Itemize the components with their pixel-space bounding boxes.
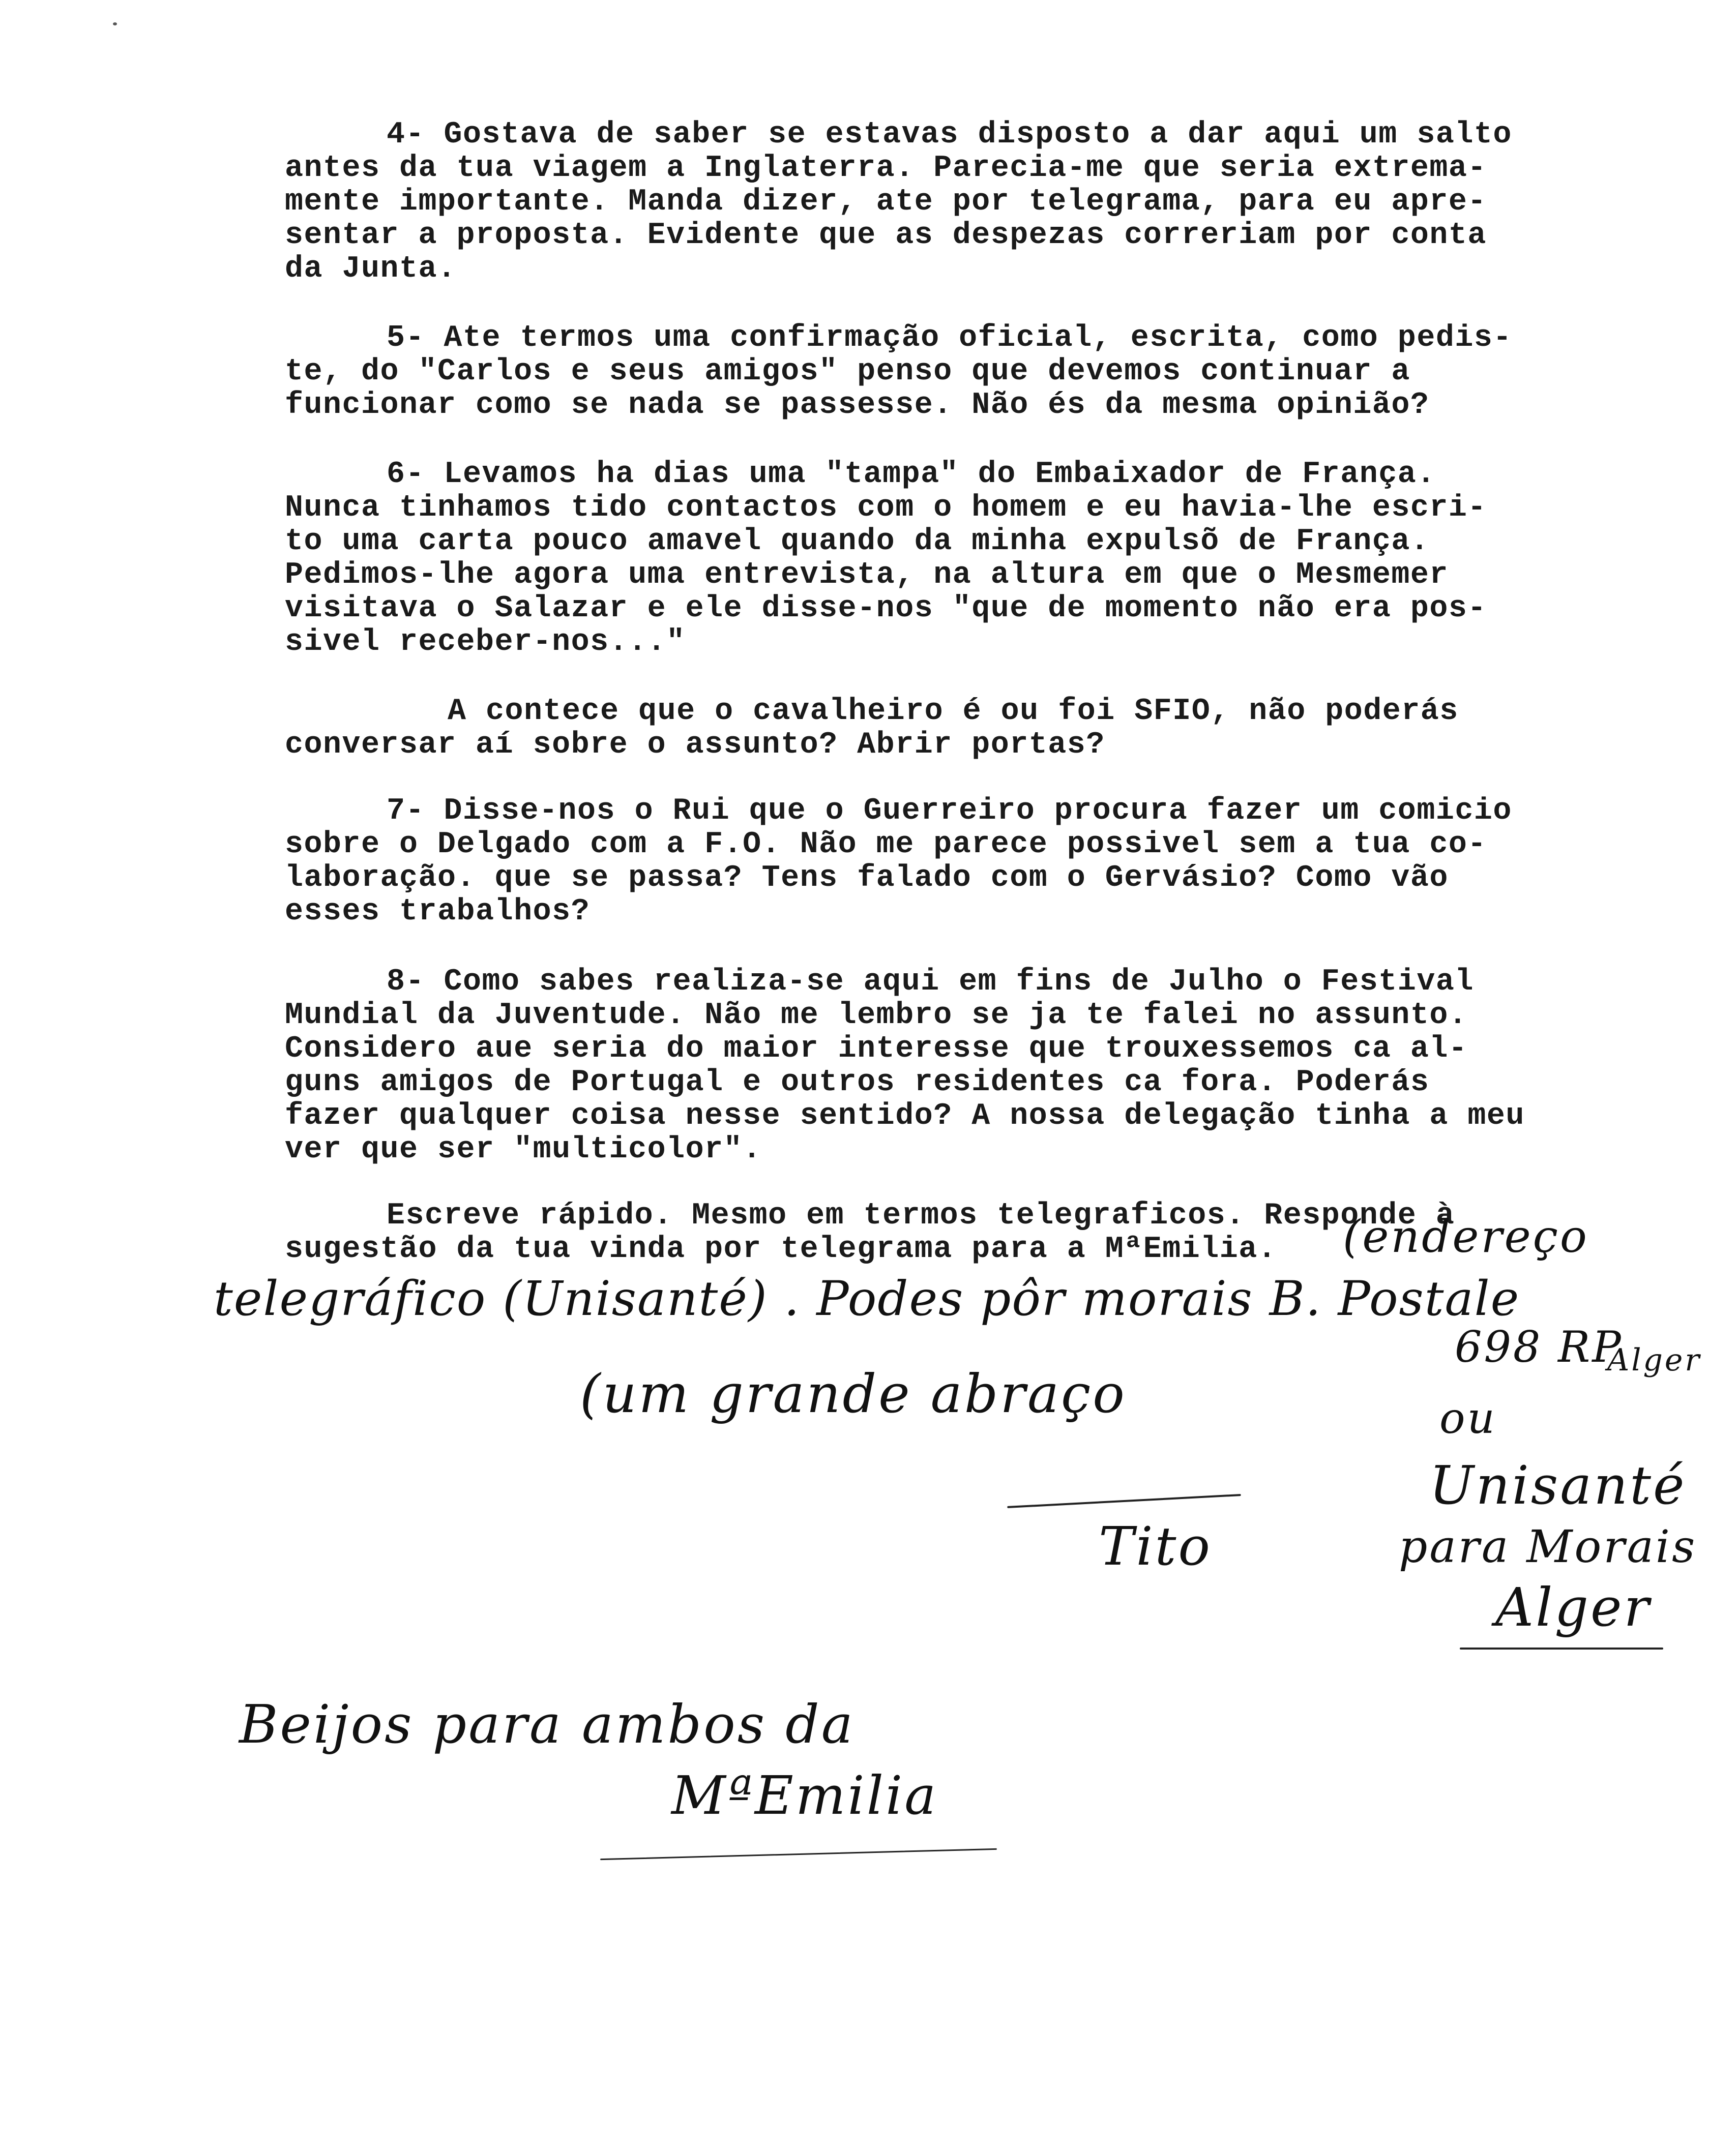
handwritten-alger: Alger <box>1495 1576 1652 1638</box>
signature-underline <box>1007 1494 1241 1508</box>
handwritten-endereco: (endereço <box>1343 1210 1589 1263</box>
handwritten-telegraphic-address: telegráfico (Unisanté) . Podes pôr morais B. Postale <box>214 1271 1520 1327</box>
handwritten-memilia: MªEmilia <box>671 1764 938 1826</box>
paragraph-8: 8- Como sabes realiza-se aqui em fins de Julho o Festival Mundial da Juventude. Não me lembro se ja te falei no assunto. Considero aue seria do maior interesse que trouxessemos ca al- guns amigos de Portugal e outros residentes ca fora. Poderás fazer qualquer coisa nesse sentido? A nossa delegação tinha a meu ver que ser "multicolor". <box>285 965 1525 1167</box>
handwritten-alger-small: Alger <box>1607 1342 1702 1378</box>
handwritten-abraco: (um grande abraço <box>580 1363 1127 1425</box>
paragraph-7: 7- Disse-nos o Rui que o Guerreiro procura fazer um comicio sobre o Delgado com a F.O. Não me parece possivel sem a tua co- laboração. que se passa? Tens falado com o Gervásio? Como vão esses trabalhos? <box>285 794 1512 929</box>
handwritten-ou: ou <box>1439 1393 1497 1443</box>
handwritten-box-number: 698 RP <box>1455 1322 1623 1372</box>
paragraph-5: 5- Ate termos uma confirmação oficial, escrita, como pedis- te, do "Carlos e seus amigos" penso que devemos continuar a funcionar como se nada se passesse. Não és da mesma opinião? <box>285 321 1512 423</box>
closing-paragraph: Escreve rápido. Mesmo em termos telegraficos. Responde à sugestão da tua vinda por telegrama para a MªEmilia. <box>285 1199 1455 1267</box>
handwritten-unisante: Unisanté <box>1429 1454 1687 1516</box>
handwritten-beijos: Beijos para ambos da <box>239 1693 855 1755</box>
closing-underline <box>600 1848 997 1860</box>
paragraph-6: 6- Levamos ha dias uma "tampa" do Embaixador de França. Nunca tinhamos tido contactos com o homem e eu havia-lhe escri- to uma carta pouco amavel quando da minha expulsõ de França. Pedimos-lhe agora uma entrevista, na altura em que o Mesmemer visitava o Salazar e ele disse-nos "que de momento não era pos- sivel receber-nos..." <box>285 457 1487 660</box>
paragraph-4: 4- Gostava de saber se estavas disposto a dar aqui um salto antes da tua viagem a Inglaterra. Parecia-me que seria extrema- mente importante. Manda dizer, ate por telegrama, para eu apre- sentar a proposta. Evidente que as despezas correriam por conta da Junta. <box>285 117 1512 286</box>
handwritten-para-morais: para Morais <box>1399 1520 1697 1573</box>
alger-underline <box>1460 1648 1663 1650</box>
paragraph-6-followup: A contece que o cavalheiro é ou foi SFIO, não poderás conversar aí sobre o assunto? Abrir portas? <box>285 694 1459 762</box>
handwritten-signature: Tito <box>1099 1515 1213 1577</box>
paper-speck <box>113 22 117 25</box>
